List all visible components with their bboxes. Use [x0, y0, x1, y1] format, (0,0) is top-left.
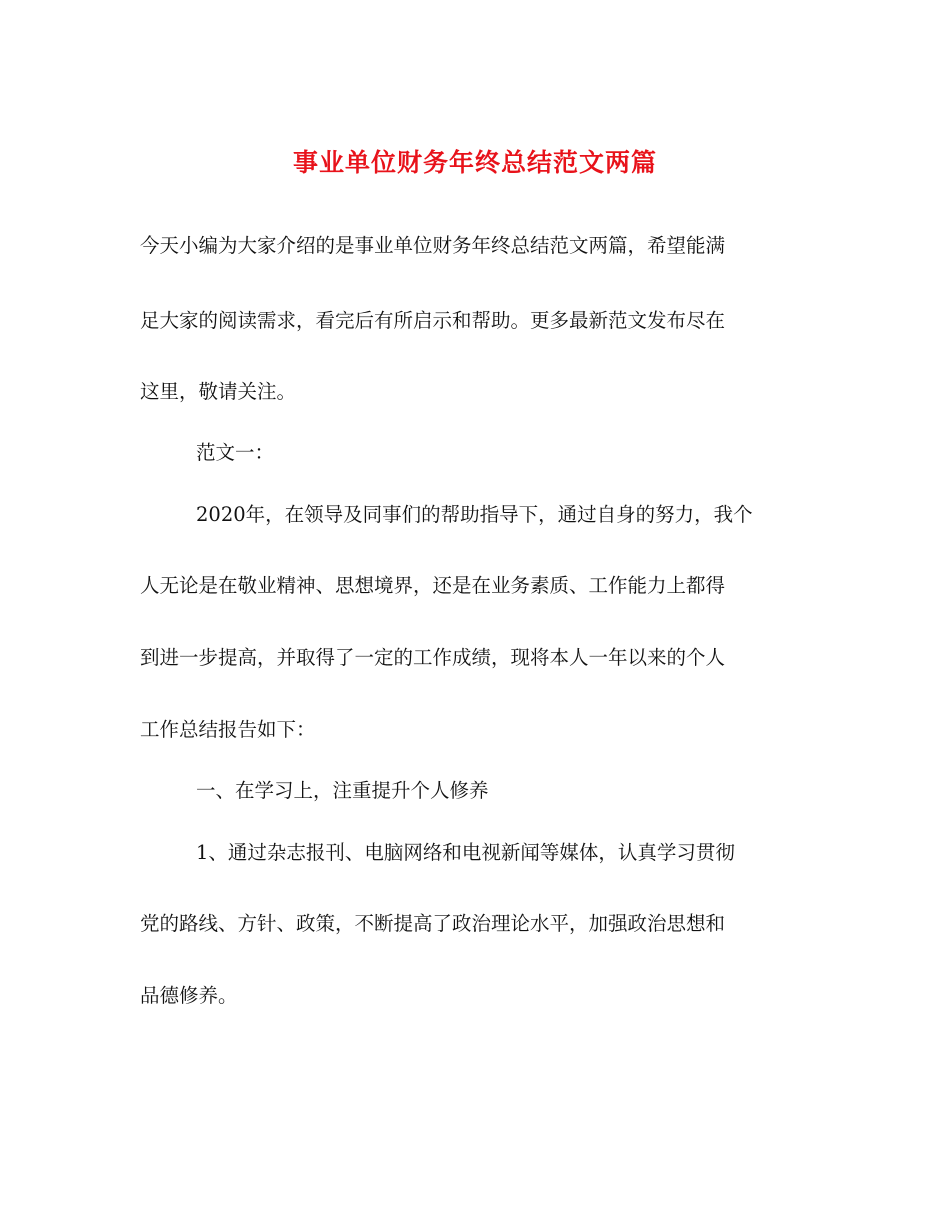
paragraph-line: 今天小编为大家介绍的是事业单位财务年终总结范文两篇，希望能满 — [140, 234, 726, 257]
paragraph-line: 1、通过杂志报刊、电脑网络和电视新闻等媒体，认真学习贯彻 — [196, 841, 735, 864]
paragraph-line: 人无论是在敬业精神、思想境界，还是在业务素质、工作能力上都得 — [140, 574, 726, 597]
paragraph-line: 工作总结报告如下： — [140, 718, 316, 741]
paragraph-line: 党的路线、方针、政策，不断提高了政治理论水平，加强政治思想和 — [140, 912, 726, 935]
paragraph-line: 2020年，在领导及同事们的帮助指导下，通过自身的努力，我个 — [196, 503, 753, 526]
paragraph-line: 品德修养。 — [140, 984, 238, 1007]
section-heading: 一、在学习上，注重提升个人修养 — [196, 779, 489, 802]
paragraph-line: 到进一步提高，并取得了一定的工作成绩，现将本人一年以来的个人 — [140, 646, 726, 669]
section-label: 范文一： — [196, 441, 275, 464]
document-title: 事业单位财务年终总结范文两篇 — [292, 148, 657, 177]
paragraph-line: 足大家的阅读需求，看完后有所启示和帮助。更多最新范文发布尽在 — [140, 309, 726, 332]
paragraph-line: 这里，敬请关注。 — [140, 380, 297, 403]
